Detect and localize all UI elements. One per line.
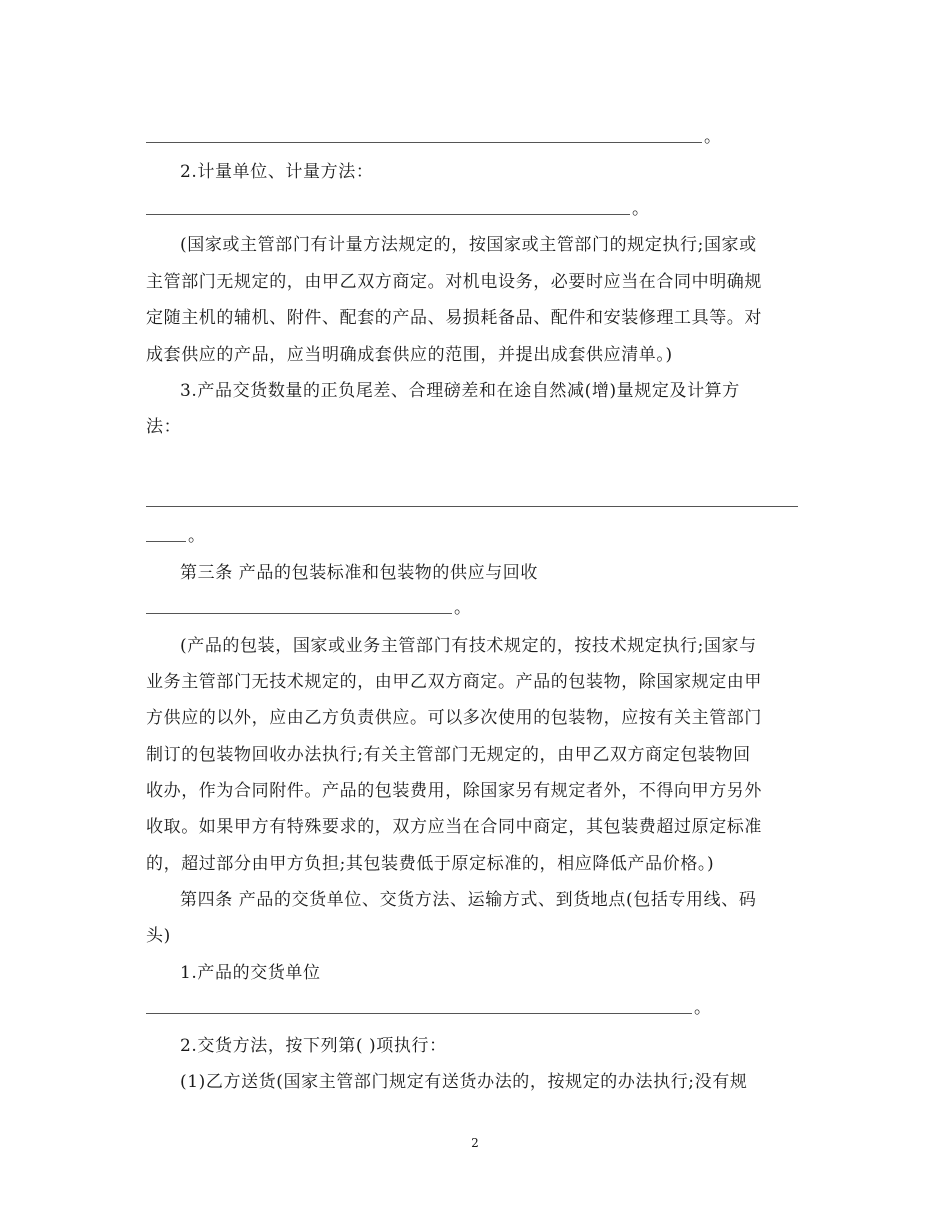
- period-mark: 。: [632, 199, 649, 219]
- blank-underline: [146, 541, 186, 542]
- fill-in-blank[interactable]: [146, 526, 205, 546]
- fill-in-blank[interactable]: [146, 598, 471, 618]
- fill-in-blank[interactable]: [146, 199, 649, 219]
- period-mark: 。: [694, 998, 711, 1018]
- paragraph-line: 法：: [146, 417, 182, 437]
- period-mark: 。: [704, 127, 721, 147]
- article-4-heading: 第四条 产品的交货单位、交货方法、运输方式、到货地点(包括专用线、码: [180, 890, 757, 910]
- period-mark: 。: [188, 526, 205, 546]
- clause-2-measurement: 2.计量单位、计量方法：: [180, 162, 374, 182]
- paragraph-line: 收办，作为合同附件。产品的包装费用，除国家另有规定者外，不得向甲方另外: [146, 781, 762, 801]
- blank-underline: [146, 506, 798, 507]
- period-mark: 。: [454, 598, 471, 618]
- paragraph-line: 定随主机的辅机、附件、配套的产品、易损耗备品、配件和安装修理工具等。对: [146, 308, 762, 328]
- paragraph-line: 收取。如果甲方有特殊要求的，双方应当在合同中商定，其包装费超过原定标准: [146, 817, 762, 837]
- page-number: 2: [471, 1136, 479, 1150]
- blank-underline: [146, 142, 702, 143]
- paragraph-line: 主管部门无规定的，由甲乙双方商定。对机电设务，必要时应当在合同中明确规: [146, 272, 762, 292]
- paragraph-line: 成套供应的产品，应当明确成套供应的范围，并提出成套供应清单。): [146, 345, 673, 365]
- option-1-seller-delivery: (1)乙方送货(国家主管部门规定有送货办法的，按规定的办法执行;没有规: [180, 1072, 748, 1092]
- paragraph-line: 业务主管部门无技术规定的，由甲乙双方商定。产品的包装物，除国家规定由甲: [146, 672, 762, 692]
- clause-2-delivery-method: 2.交货方法，按下列第( )项执行：: [180, 1036, 447, 1056]
- fill-in-blank[interactable]: [146, 127, 721, 147]
- clause-1-delivery-unit: 1.产品的交货单位: [180, 963, 321, 983]
- article-3-heading: 第三条 产品的包装标准和包装物的供应与回收: [180, 563, 539, 583]
- paragraph-line: (产品的包装，国家或业务主管部门有技术规定的，按技术规定执行;国家与: [180, 636, 757, 656]
- paragraph-line: 方供应的以外，应由乙方负责供应。可以多次使用的包装物，应按有关主管部门: [146, 708, 762, 728]
- paragraph-line: 的，超过部分由甲方负担;其包装费低于原定标准的，相应降低产品价格。): [146, 854, 715, 874]
- paragraph-line: 制订的包装物回收办法执行;有关主管部门无规定的，由甲乙双方商定包装物回: [146, 745, 751, 765]
- paragraph-line: 头): [146, 926, 171, 946]
- blank-underline: [146, 214, 630, 215]
- fill-in-blank-long[interactable]: [146, 491, 798, 511]
- clause-3-quantity: 3.产品交货数量的正负尾差、合理磅差和在途自然减(增)量规定及计算方: [180, 381, 740, 401]
- fill-in-blank[interactable]: [146, 998, 711, 1018]
- blank-underline: [146, 1013, 692, 1014]
- paragraph-line: (国家或主管部门有计量方法规定的，按国家或主管部门的规定执行;国家或: [180, 235, 757, 255]
- blank-underline: [146, 613, 452, 614]
